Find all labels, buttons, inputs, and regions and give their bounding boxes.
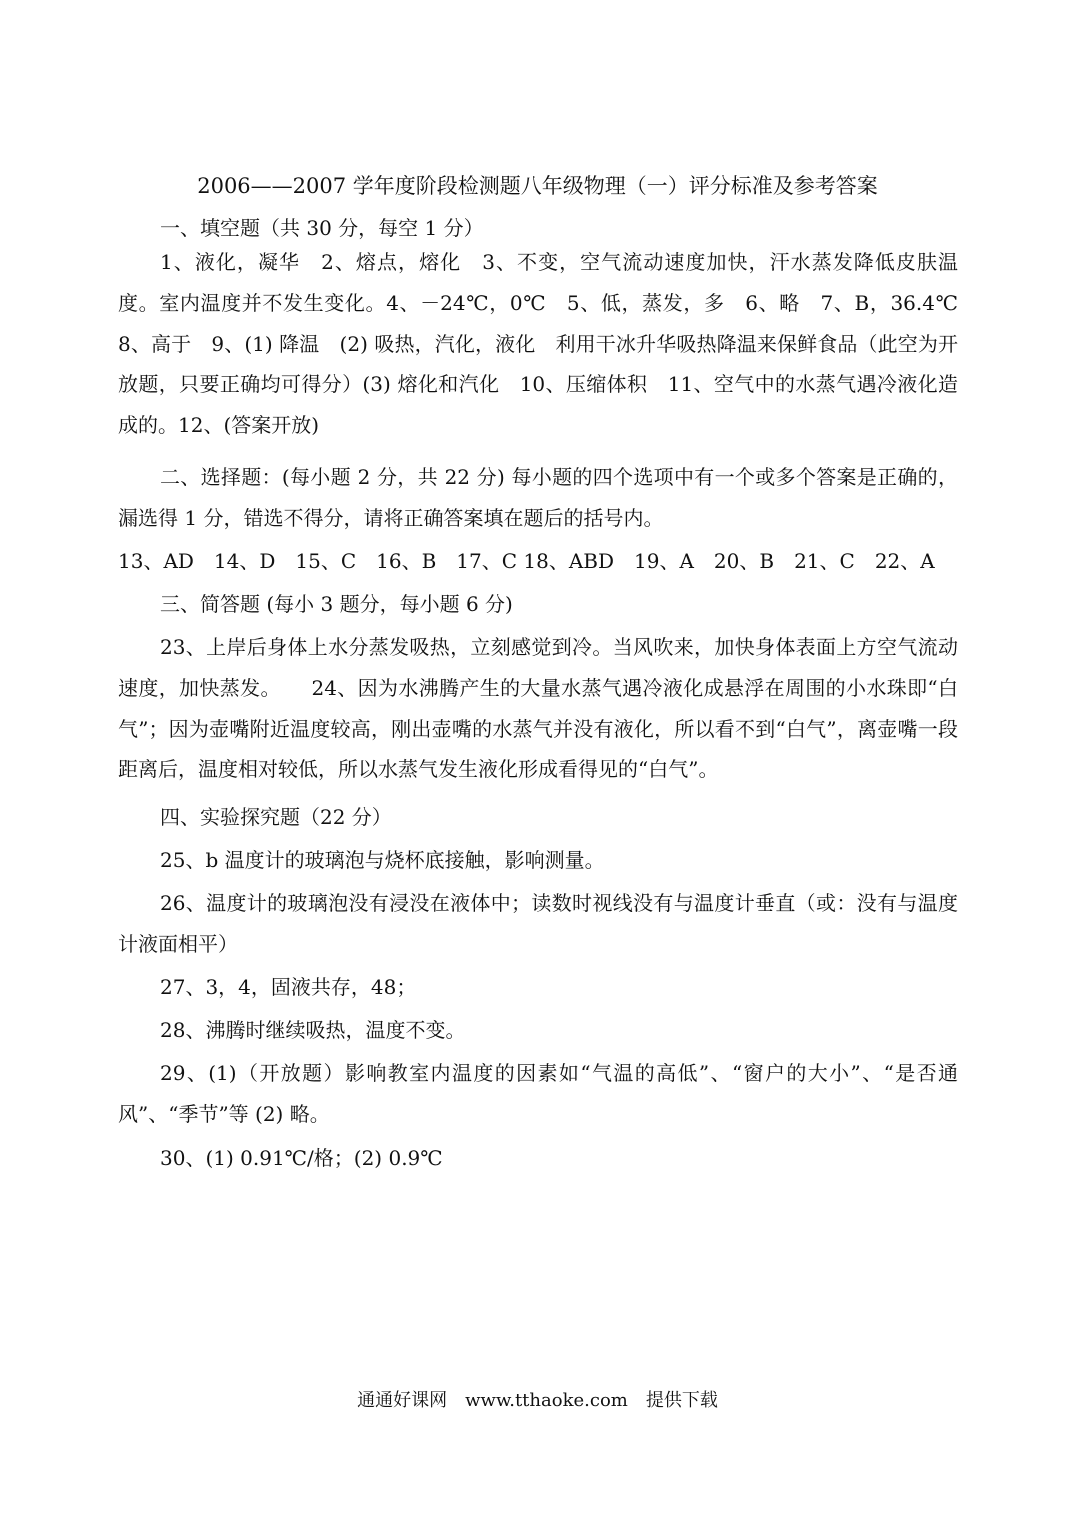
page-footer: 通通好课网 www.tthaoke.com 提供下载	[357, 1390, 718, 1411]
answer-26: 26、温度计的玻璃泡没有浸没在液体中；读数时视线没有与温度计垂直（或：没有与温度计液面相平）	[118, 891, 958, 956]
answers-short-answer: 23、上岸后身体上水分蒸发吸热，立刻感觉到冷。当风吹来，加快身体表面上方空气流动速度，加快蒸发。 24、因为水沸腾产生的大量水蒸气遇冷液化成悬浮在周围的小水珠即“白气”；因为壶嘴附近温度较高，刚出壶嘴的水蒸气并没有液化，所以看不到“白气”，离壶嘴一段距离后，温度相对较低，所以水蒸气发生液化形成看得见的“白气”。	[118, 635, 958, 782]
answers-fill-in: 1、液化，凝华 2、熔点，熔化 3、不变，空气流动速度加快，汗水蒸发降低皮肤温度。室内温度并不发生变化。4、－24℃，0℃ 5、低，蒸发，多 6、略 7、B，36.4℃ 8、高于 9、(1) 降温 (2) 吸热，汽化，液化 利用干冰升华吸热降温来保鲜食品（此空为开放题，只要正确均可得分）(3) 熔化和汽化 10、压缩体积 11、空气中的水蒸气遇冷液化造成的。12、(答案开放)	[118, 250, 978, 438]
section-heading-short-answer: 三、简答题 (每小 3 题分，每小题 6 分)	[160, 592, 513, 616]
answer-28: 28、沸腾时继续吸热，温度不变。	[160, 1018, 466, 1042]
answer-25: 25、b 温度计的玻璃泡与烧杯底接触，影响测量。	[160, 848, 605, 872]
answer-30: 30、(1) 0.91℃/格；(2) 0.9℃	[160, 1146, 443, 1170]
section-heading-fill-in: 一、填空题（共 30 分，每空 1 分）	[160, 216, 484, 240]
answer-27: 27、3，4，固液共存，48；	[160, 975, 417, 999]
answers-multiple-choice: 13、AD 14、D 15、C 16、B 17、C 18、ABD 19、A 20、B 21、C 22、A	[118, 549, 935, 573]
section-heading-experiment: 四、实验探究题（22 分）	[160, 805, 392, 829]
document-title: 2006——2007 学年度阶段检测题八年级物理（一）评分标准及参考答案	[197, 174, 878, 198]
section-heading-multiple-choice: 二、选择题：(每小题 2 分，共 22 分) 每小题的四个选项中有一个或多个答案是正确的，漏选得 1 分，错选不得分，请将正确答案填在题后的括号内。	[118, 465, 958, 530]
answer-29: 29、(1)（开放题）影响教室内温度的因素如“气温的高低”、“窗户的大小”、“是否通风”、“季节”等 (2) 略。	[118, 1061, 958, 1126]
